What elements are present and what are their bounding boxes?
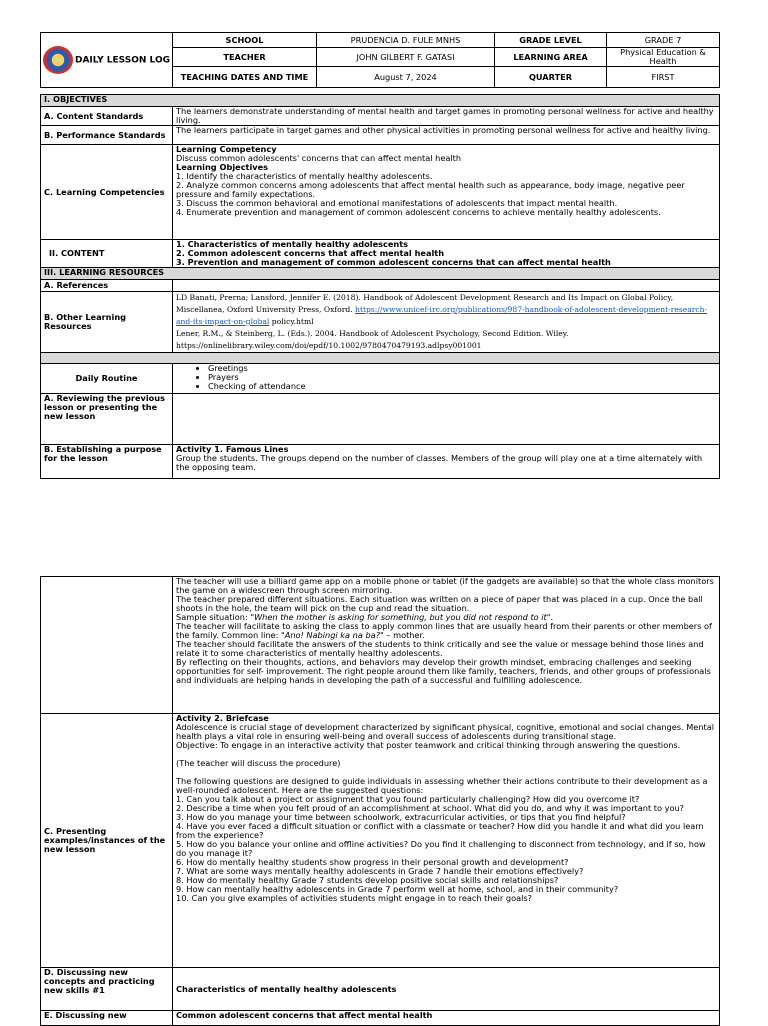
quarter-value: FIRST (607, 67, 720, 88)
question-item: 3. How do you manage your time between schoolwork, extracurricular activities, or tips that you find helpful? (176, 812, 626, 822)
presenting-examples-cell (173, 714, 720, 968)
school-value: PRUDENCIA D. FULE MNHS (317, 33, 495, 48)
content-standards-text: The learners demonstrate understanding of mental health and target games in promoting personal wellness for active and healthy living. (173, 107, 720, 126)
routine-item: • Checking of attendance (208, 382, 716, 391)
activity-1-paragraph: The teacher prepared different situations. Each situation was written on a piece of paper that was placed in a cup. Once the ball shoots in the hole, the team will pick on the cup and read the situation. (176, 594, 703, 613)
quarter-label: QUARTER (495, 67, 607, 88)
daily-routine-label: Daily Routine (41, 364, 173, 394)
learning-competencies-cell (173, 145, 720, 240)
question-item: 5. How do you balance your online and offline activities? Do you find it challenging to disconnect from technology, and if so, how do you manage it? (176, 839, 706, 858)
question-item: 9. How can mentally healthy adolescents in Grade 7 perform well at home, school, and in their community? (176, 884, 619, 894)
learning-competency-title: Learning Competency (176, 144, 277, 154)
activity-1-paragraph: By reflecting on their thoughts, actions, and behaviors may develop their growth mindset, embracing challenges and seeking opportunities for self- improvement. The right people around them like family, teachers, friends, and other groups of professionals and individuals are helping hands in developing the path of a successful and fulfilling adolescence. (176, 657, 711, 685)
question-item: 8. How do mentally healthy Grade 7 students develop positive social skills and relationships? (176, 875, 559, 885)
objectives-heading: I. OBJECTIVES (41, 95, 720, 107)
deped-seal-logo (43, 46, 73, 74)
reference-1 (176, 292, 716, 328)
objective-1: 1. Identify the characteristics of mentally healthy adolescents. (176, 171, 433, 181)
teacher-value: JOHN GILBERT F. GATASI (317, 48, 495, 67)
learning-objectives-title: Learning Objectives (176, 162, 269, 172)
sample-situation-end: . (550, 612, 554, 622)
learning-competencies-label: C. Learning Competencies (41, 145, 173, 240)
establishing-purpose-label: B. Establishing a purpose for the lesson (41, 445, 173, 479)
activity-1-text: Group the students. The groups depend on the number of classes. Members of the group will play one at a time alternately with the opposing team. (176, 453, 703, 472)
routine-item: • Greetings (208, 364, 716, 373)
school-label: SCHOOL (173, 33, 317, 48)
common-line-quote: "Ano! Nabingi ka na ba?" (280, 630, 384, 640)
sample-situation-quote: "When the mother is asking for something, but you did not respond to it" (250, 612, 551, 622)
activity-2-procedure-note: (The teacher will discuss the procedure) (176, 758, 341, 768)
question-item: 1. Can you talk about a project or assignment that you found particularly challenging? How did you overcome it? (176, 794, 640, 804)
learning-resources-heading: III. LEARNING RESOURCES (41, 268, 720, 280)
common-line-text: The teacher will facilitate to asking the class to apply common lines that are usually heard from their parents or other members of the family. Common line: (176, 621, 712, 640)
content-item-3: 3. Prevention and management of common adolescent concerns that can affect mental health (176, 257, 611, 267)
question-item: 4. Have you ever faced a difficult situation or conflict with a classmate or teacher? How did you handle it and what did you learn from the experience? (176, 821, 704, 840)
grade-level-value: GRADE 7 (607, 33, 720, 48)
content-item-1: 1. Characteristics of mentally healthy adolescents (176, 239, 409, 249)
activity-2-title: Activity 2. Briefcase (176, 713, 269, 723)
daily-routine-cell (173, 364, 720, 394)
discussing-concepts-1-label: D. Discussing new concepts and practicing new skills #1 (41, 968, 173, 1011)
content-cell (173, 240, 720, 268)
content-item-2: 2. Common adolescent concerns that affect mental health (176, 248, 445, 258)
daily-routine-list (176, 364, 716, 391)
teacher-label: TEACHER (173, 48, 317, 67)
activity-1-continued-label (41, 577, 173, 714)
learning-area-value: Physical Education & Health (607, 48, 720, 67)
references-value (173, 280, 720, 292)
reference-1-suffix: policy.html (269, 317, 314, 326)
establishing-purpose-cell (173, 445, 720, 479)
lesson-log-page-2 (40, 576, 719, 1026)
objective-2: 2. Analyze common concerns among adolescents that affect mental health such as appearance, body image, negative peer pressure and family expectations. (176, 180, 685, 199)
lesson-body-table (40, 94, 720, 479)
routine-item: • Prayers (208, 373, 716, 382)
activity-2-intro: Adolescence is crucial stage of development characterized by significant physical, cognitive, emotional and social changes. Mental health plays a vital role in ensuring well-being and overall success of adolescents during transitional stage. (176, 722, 715, 741)
discussing-concepts-1-text: Characteristics of mentally healthy adolescents (173, 968, 720, 1011)
performance-standards-text: The learners participate in target games and other physical activities in promoting personal wellness for active and healthy living. (173, 126, 720, 145)
document-title: DAILY LESSON LOG (75, 55, 170, 66)
question-item: 7. What are some ways mentally healthy adolescents in Grade 7 handle their emotions effectively? (176, 866, 584, 876)
question-item: 2. Describe a time when you felt proud of an accomplishment at school. What did you do, and why it was important to you? (176, 803, 684, 813)
content-label: II. CONTENT (41, 240, 173, 268)
common-line (176, 622, 716, 640)
discussing-concepts-2-text: Common adolescent concerns that affect mental health (173, 1011, 720, 1026)
activity-1-continued-cell (173, 577, 720, 714)
reference-2: Lener, R.M., & Steinberg, L. (Eds.). 2004. Handbook of Adolescent Psychology, Second Edition. Wiley. https://onlinelibrary.wiley.com/doi/epdf/10.1002/9780470479193.adlpsy001001 (176, 329, 569, 350)
activity-1-title: Activity 1. Famous Lines (176, 444, 289, 454)
question-item: 10. Can you give examples of activities students might engage in to reach their goals? (176, 893, 532, 903)
activity-2-guide: The following questions are designed to guide individuals in assessing whether their actions contribute to their development as a well-rounded adolescent. Here are the suggested questions: (176, 776, 708, 795)
teaching-dates-value: August 7, 2024 (317, 67, 495, 88)
references-label: A. References (41, 280, 173, 292)
common-line-end: – mother. (383, 630, 425, 640)
other-resources-label: B. Other Learning Resources (41, 292, 173, 353)
grade-level-label: GRADE LEVEL (495, 33, 607, 48)
content-standards-label: A. Content Standards (41, 107, 173, 126)
lesson-log-page-1 (40, 32, 719, 479)
unicef-handbook-link[interactable]: https://www.unicef-irc.org/publications/987-handbook-of-adolescent-development-research-and-its-impact-on-global (176, 305, 708, 326)
other-resources-cell (173, 292, 720, 353)
activity-2-objective: Objective: To engage in an interactive activity that poster teamwork and critical thinking through answering the questions. (176, 740, 681, 750)
learning-competency-text: Discuss common adolescents' concerns that can affect mental health (176, 153, 462, 163)
question-item: 6. How do mentally healthy students show progress in their personal growth and development? (176, 857, 569, 867)
reviewing-lesson-cell (173, 394, 720, 445)
reviewing-lesson-label: A. Reviewing the previous lesson or presenting the new lesson (41, 394, 173, 445)
lesson-body-table-continued (40, 576, 720, 1026)
activity-1-paragraph: The teacher should facilitate the answers of the students to think critically and see the value or message behind those lines and relate it to some characteristics of mentally healthy adolescents. (176, 639, 704, 658)
title-cell (41, 33, 173, 88)
teaching-dates-label: TEACHING DATES AND TIME (173, 67, 317, 88)
activity-1-paragraph: The teacher will use a billiard game app on a mobile phone or tablet (if the gadgets are available) so that the whole class monitors the game on a widescreen through screen mirroring. (176, 576, 714, 595)
performance-standards-label: B. Performance Standards (41, 126, 173, 145)
objective-3: 3. Discuss the common behavioral and emotional manifestations of adolescents that impact mental health. (176, 198, 618, 208)
presenting-examples-label: C. Presenting examples/instances of the new lesson (41, 714, 173, 968)
reference-1-text: LD Banati, Prerna; Lansford, Jennifer E. (2018). Handbook of Adolescent Development Research and Its Impact on Global Policy, Miscellanea, Oxford University Press, Oxford. (176, 293, 674, 314)
discussing-concepts-2-label: E. Discussing new (41, 1011, 173, 1026)
learning-area-label: LEARNING AREA (495, 48, 607, 67)
objective-4: 4. Enumerate prevention and management of common adolescent concerns to achieve mentally healthy adolescents. (176, 207, 661, 217)
blank-section-bar (41, 353, 720, 364)
header-table (40, 32, 720, 88)
sample-situation-label: Sample situation: (176, 612, 251, 622)
